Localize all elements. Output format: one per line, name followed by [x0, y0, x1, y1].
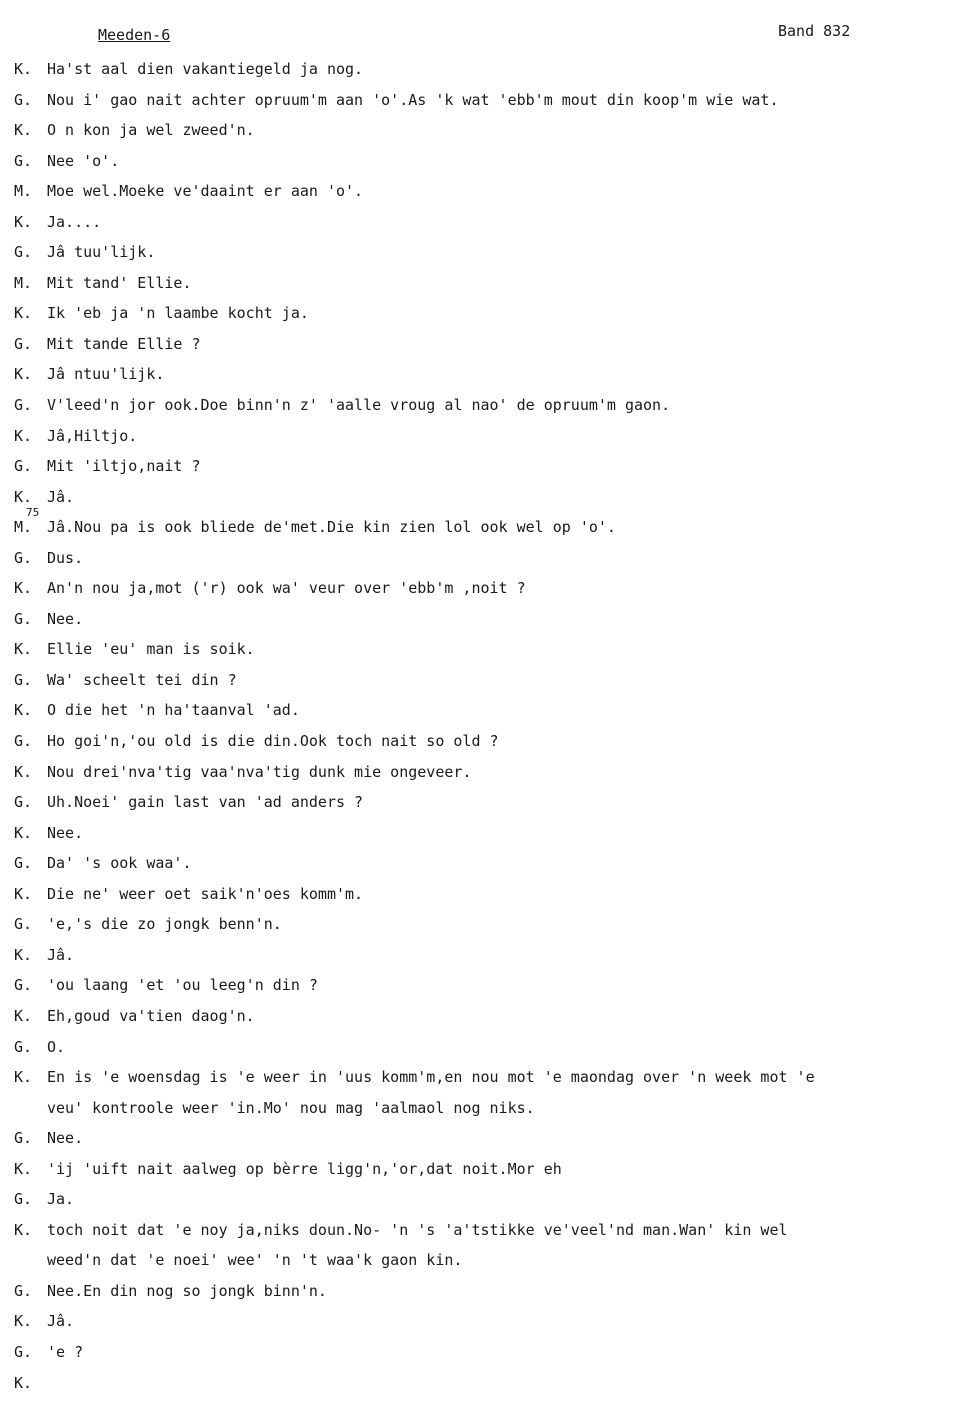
- utterance-text: Jâ,Hiltjo.: [47, 426, 138, 445]
- utterance-text: Jâ.Nou pa is ook bliede de'met.Die kin zien lol ook wel op 'o'.: [47, 518, 616, 537]
- utterance-text: Nee 'o'.: [47, 151, 120, 170]
- transcript-line: [14, 301, 964, 332]
- transcript-line: [14, 882, 964, 913]
- speaker-label: G.: [14, 609, 33, 628]
- transcript-line: [14, 1371, 964, 1401]
- speaker-label: K.: [14, 1006, 33, 1025]
- utterance-text: Die ne' weer oet saik'n'oes komm'm.: [47, 884, 364, 903]
- utterance-text: weed'n dat 'e noei' wee' 'n 't waa'k gaon kin.: [47, 1251, 463, 1270]
- speaker-label: M.: [14, 273, 33, 292]
- utterance-text: O.: [47, 1037, 66, 1056]
- speaker-label: G.: [14, 1037, 33, 1056]
- transcript-line: [14, 57, 964, 88]
- transcript-line: [14, 179, 964, 210]
- utterance-text: Mit 'iltjo,nait ?: [47, 457, 201, 476]
- utterance-text: Ha'st aal dien vakantiegeld ja nog.: [47, 60, 364, 78]
- speaker-label: K.: [14, 823, 33, 842]
- speaker-label: K.: [14, 212, 33, 231]
- transcript-line: [14, 424, 964, 455]
- speaker-label: G.: [14, 854, 33, 873]
- utterance-text: Nee.En din nog so jongk binn'n.: [47, 1281, 327, 1300]
- utterance-text: Jâ tuu'lijk.: [47, 243, 156, 262]
- speaker-label: K.: [14, 701, 33, 720]
- transcript-line: [14, 912, 964, 943]
- transcript-line: [14, 943, 964, 974]
- speaker-label: M.: [14, 518, 33, 537]
- transcript-line: [14, 1096, 964, 1127]
- transcript-line: [14, 1309, 964, 1340]
- transcript-line: [14, 485, 964, 520]
- speaker-label: K.: [14, 121, 33, 140]
- transcript-line: [14, 607, 964, 638]
- speaker-label: K.: [14, 945, 33, 964]
- utterance-text: toch noit dat 'e noy ja,niks doun.No- 'n 's 'a'tstikke ve'veel'nd man.Wan' kin wel: [47, 1220, 788, 1239]
- utterance-text: Nee.: [47, 609, 84, 628]
- speaker-label: K.: [14, 487, 33, 506]
- utterance-text: 'ou laang 'et 'ou leeg'n din ?: [47, 976, 318, 995]
- transcript-line: [14, 1187, 964, 1218]
- speaker-label: G.: [14, 1129, 33, 1148]
- transcript-line: [14, 506, 964, 546]
- utterance-text: O die het 'n ha'taanval 'ad.: [47, 701, 300, 720]
- speaker-label: G.: [14, 793, 33, 812]
- band-number: Band 832: [778, 22, 851, 40]
- utterance-text: Ho goi'n,'ou old is die din.Ook toch nait so old ?: [47, 732, 499, 751]
- transcript-line: [14, 668, 964, 699]
- transcript-line: [14, 973, 964, 1004]
- transcript-line: [14, 88, 964, 119]
- utterance-text: Nou i' gao nait achter opruum'm aan 'o'.As 'k wat 'ebb'm mout din koop'm wie wat.: [47, 90, 779, 109]
- speaker-label: G.: [14, 915, 33, 934]
- utterance-text: Wa' scheelt tei din ?: [47, 670, 237, 689]
- transcript-line: [14, 1035, 964, 1066]
- transcript-line: [14, 1157, 964, 1188]
- utterance-text: Moe wel.Moeke ve'daaint er aan 'o'.: [47, 182, 364, 201]
- transcript-line: [14, 760, 964, 791]
- speaker-label: K.: [14, 1220, 33, 1239]
- speaker-label: G.: [14, 1281, 33, 1300]
- utterance-text: Mit tande Ellie ?: [47, 334, 201, 353]
- transcript-line: [14, 790, 964, 821]
- transcript-line: [14, 1126, 964, 1157]
- transcript-line: [14, 118, 964, 149]
- speaker-label: G.: [14, 670, 33, 689]
- utterance-text: 'ij 'uift nait aalweg op bèrre ligg'n,'or,dat noit.Mor eh: [47, 1159, 562, 1178]
- speaker-label: K.: [14, 304, 33, 323]
- transcript-line: [14, 1004, 964, 1035]
- speaker-label: K.: [14, 365, 33, 384]
- speaker-label: G.: [14, 732, 33, 751]
- transcript-line: [14, 1340, 964, 1371]
- transcript-line: [14, 729, 964, 760]
- transcript-line: [14, 546, 964, 577]
- utterance-text: Jâ ntuu'lijk.: [47, 365, 165, 384]
- transcript-line: [14, 821, 964, 852]
- utterance-text: Da' 's ook waa'.: [47, 854, 192, 873]
- utterance-text: Ja....: [47, 212, 102, 231]
- speaker-label: G.: [14, 334, 33, 353]
- transcript-line: [14, 149, 964, 180]
- utterance-text: Jâ.: [47, 945, 75, 964]
- utterance-text: Nou drei'nva'tig vaa'nva'tig dunk mie ongeveer.: [47, 762, 472, 781]
- transcript-line: [14, 332, 964, 363]
- speaker-label: G.: [14, 151, 33, 170]
- speaker-label: K.: [14, 1068, 33, 1087]
- document-title: Meeden-6: [98, 26, 171, 44]
- utterance-text: Nee.: [47, 1129, 84, 1148]
- speaker-label: K.: [14, 60, 33, 78]
- utterance-text: V'leed'n jor ook.Doe binn'n z' 'aalle vroug al nao' de opruum'm gaon.: [47, 396, 671, 415]
- transcript-line: [14, 1218, 964, 1249]
- transcript-line: [14, 1065, 964, 1096]
- speaker-label: K.: [14, 1159, 33, 1178]
- speaker-label: G.: [14, 1342, 33, 1361]
- utterance-text: Eh,goud va'tien daog'n.: [47, 1006, 255, 1025]
- speaker-label: G.: [14, 976, 33, 995]
- transcript-line: [14, 576, 964, 607]
- speaker-label: K.: [14, 884, 33, 903]
- speaker-label: M.: [14, 182, 33, 201]
- speaker-label: K.: [14, 1312, 33, 1331]
- utterance-text: An'n nou ja,mot ('r) ook wa' veur over 'ebb'm ,noit ?: [47, 579, 526, 598]
- speaker-label: G.: [14, 243, 33, 262]
- speaker-label: G.: [14, 457, 33, 476]
- transcript-line: [14, 454, 964, 485]
- utterance-text: Uh.Noei' gain last van 'ad anders ?: [47, 793, 364, 812]
- transcript-line: [14, 851, 964, 882]
- utterance-text: Ik 'eb ja 'n laambe kocht ja.: [47, 304, 309, 323]
- transcript-line: [14, 698, 964, 729]
- speaker-label: G.: [14, 548, 33, 567]
- utterance-text: 'e ?: [47, 1342, 84, 1361]
- transcript-line: [14, 393, 964, 424]
- transcript-line: [14, 1248, 964, 1279]
- transcript-line: [14, 210, 964, 241]
- utterance-text: Nee.: [47, 823, 84, 842]
- speaker-label: K.: [14, 640, 33, 659]
- utterance-text: En is 'e woensdag is 'e weer in 'uus komm'm,en nou mot 'e maondag over 'n week mot 'e: [47, 1068, 815, 1087]
- speaker-label: G.: [14, 1190, 33, 1209]
- transcript-line: [14, 271, 964, 302]
- transcript-line: [14, 637, 964, 668]
- transcript-line: [14, 240, 964, 271]
- utterance-text: 'e,'s die zo jongk benn'n.: [47, 915, 282, 934]
- speaker-label: G.: [14, 90, 33, 109]
- utterance-text: Jâ.: [47, 487, 75, 506]
- utterance-text: Dus.: [47, 548, 84, 567]
- utterance-text: Jâ.: [47, 1312, 75, 1331]
- utterance-text: O n kon ja wel zweed'n.: [47, 121, 255, 140]
- margin-note: 75: [26, 506, 40, 520]
- speaker-label: K.: [14, 579, 33, 598]
- speaker-label: K.: [14, 426, 33, 445]
- utterance-text: Ja.: [47, 1190, 75, 1209]
- utterance-text: Mit tand' Ellie.: [47, 273, 192, 292]
- transcript-lines: [14, 57, 964, 1401]
- speaker-label: K.: [14, 1373, 33, 1392]
- utterance-text: veu' kontroole weer 'in.Mo' nou mag 'aalmaol nog niks.: [47, 1098, 535, 1117]
- speaker-label: K.: [14, 762, 33, 781]
- transcript-line: [14, 1279, 964, 1310]
- transcript-line: [14, 362, 964, 393]
- speaker-label: G.: [14, 396, 33, 415]
- utterance-text: Ellie 'eu' man is soik.: [47, 640, 255, 659]
